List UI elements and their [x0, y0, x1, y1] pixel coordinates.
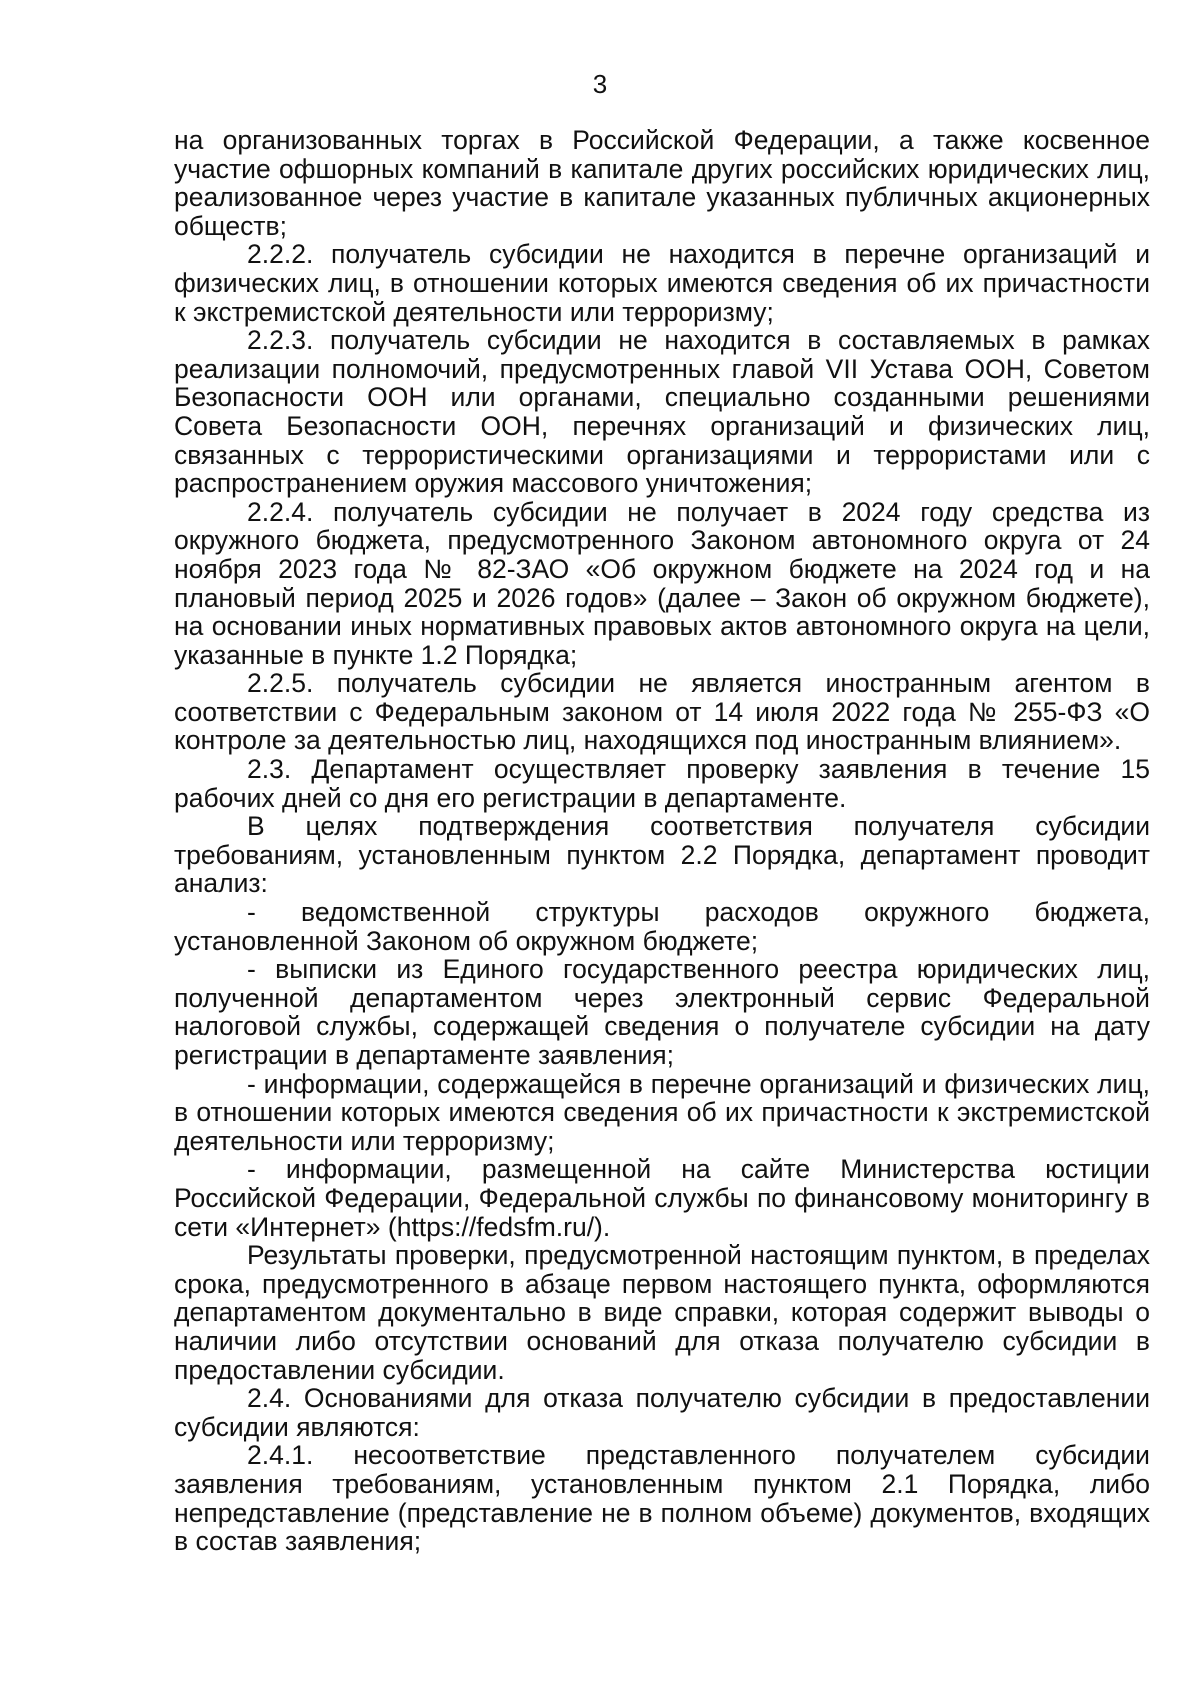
paragraph-continuation: на организованных торгах в Российской Федерации, а также косвенное участие офшорных компаний в капитале других российских юридических лиц, реализованное через участие в капитале указанных публичных акционерных обществ; — [174, 125, 1150, 241]
list-item-extremism-list: - информации, содержащейся в перечне организаций и физических лиц, в отношении которых имеются сведения об их причастности к экстремистской деятельности или терроризму; — [174, 1068, 1150, 1156]
paragraph-2-2-2: 2.2.2. получатель субсидии не находится в перечне организаций и физических лиц, в отношении которых имеются сведения об их причастности к экстремистской деятельности или терроризму; — [174, 239, 1150, 327]
paragraph-2-4: 2.4. Основаниями для отказа получателю субсидии в предоставлении субсидии являются: — [174, 1383, 1150, 1442]
list-item-ministry-website: - информации, размещенной на сайте Министерства юстиции Российской Федерации, Федеральной службы по финансовому мониторингу в сети «Интернет» (https://fedsfm.ru/). — [174, 1154, 1150, 1242]
list-item-egrul-extract: - выписки из Единого государственного реестра юридических лиц, полученной департаментом через электронный сервис Федеральной налоговой службы, содержащей сведения о получателе субсидии на дату регистрации в департаменте заявления; — [174, 954, 1150, 1070]
paragraph-analysis-intro: В целях подтверждения соответствия получателя субсидии требованиям, установленным пунктом 2.2 Порядка, департамент проводит анализ: — [174, 811, 1150, 899]
paragraph-2-2-4: 2.2.4. получатель субсидии не получает в 2024 году средства из окружного бюджета, предусмотренного Законом автономного округа от 24 ноября 2023 года № 82-ЗАО «Об окружном бюджете на 2024 год и на плановый период 2025 и 2026 годов» (далее – Закон об окружном бюджете), на основании иных нормативных правовых актов автономного округа на цели, указанные в пункте 1.2 Порядка; — [174, 496, 1150, 670]
paragraph-2-3: 2.3. Департамент осуществляет проверку заявления в течение 15 рабочих дней со дня его регистрации в департаменте. — [174, 754, 1150, 813]
paragraph-2-2-5: 2.2.5. получатель субсидии не является иностранным агентом в соответствии с Федеральным законом от 14 июля 2022 года № 255-ФЗ «О контроле за деятельностью лиц, находящихся под иностранным влиянием». — [174, 668, 1150, 756]
paragraph-2-2-3: 2.2.3. получатель субсидии не находится в составляемых в рамках реализации полномочий, предусмотренных главой VII Устава ООН, Советом Безопасности ООН или органами, специально созданными решениями Совета Безопасности ООН, перечнях организаций и физических лиц, связанных с террористическими организациями и террористами или с распространением оружия массового уничтожения; — [174, 325, 1150, 499]
paragraph-2-4-1: 2.4.1. несоответствие представленного получателем субсидии заявления требованиям, установленным пунктом 2.1 Порядка, либо непредставление (представление не в полном объеме) документов, входящих в состав заявления; — [174, 1440, 1150, 1557]
document-body — [174, 126, 1150, 1556]
paragraph-check-results: Результаты проверки, предусмотренной настоящим пунктом, в пределах срока, предусмотренного в абзаце первом настоящего пункта, оформляются департаментом документально в виде справки, которая содержит выводы о наличии либо отсутствии оснований для отказа получателю субсидии в предоставлении субсидии. — [174, 1240, 1150, 1385]
page-number: 3 — [592, 69, 608, 99]
list-item-budget-structure: - ведомственной структуры расходов окружного бюджета, установленной Законом об окружном бюджете; — [174, 897, 1150, 956]
